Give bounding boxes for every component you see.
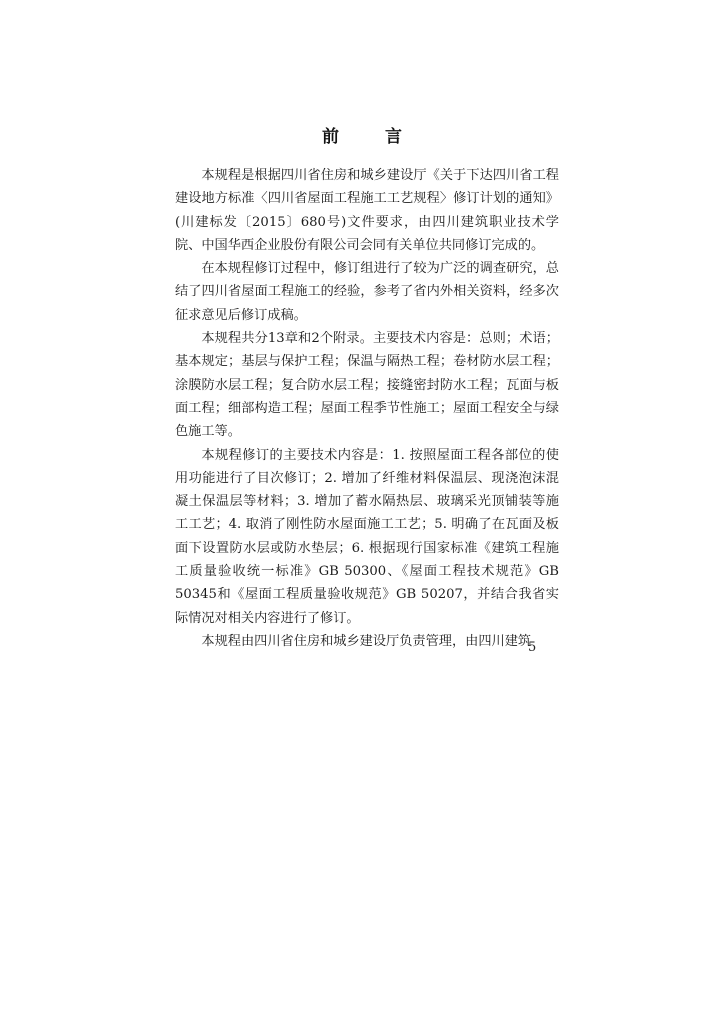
- page-number: 5: [528, 640, 537, 655]
- paragraph-revisions: 本规程修订的主要技术内容是：1. 按照屋面工程各部位的使用功能进行了目次修订；2. 增加了纤维材料保温层、现浇泡沫混凝土保温层等材料；3. 增加了蓄水隔热层、玻璃采光顶铺装等施工工艺；4. 取消了刚性防水屋面施工工艺；5. 明确了在瓦面及板面下设置防水层或防水垫层；6. 根据现行国家标准《建筑工程施工质量验收统一标准》GB 50300、《屋面工程技术规范》GB 50345和《屋面工程质量验收规范》GB 50207，并结合我省实际情况对相关内容进行了修订。: [175, 447, 559, 626]
- paragraph-process: 在本规程修订过程中，修订组进行了较为广泛的调查研究，总结了四川省屋面工程施工的经验，参考了省内外相关资料，经多次征求意见后修订成稿。: [175, 261, 559, 323]
- paragraph-origin: 本规程是根据四川省住房和城乡建设厅《关于下达四川省工程建设地方标准〈四川省屋面工程施工工艺规程〉修订计划的通知》(川建标发〔2015〕680号)文件要求，由四川建筑职业技术学院、中国华西企业股份有限公司会同有关单位共同修订完成的。: [175, 168, 559, 253]
- preface-body: [175, 164, 559, 653]
- page-title: 前 言: [322, 127, 422, 147]
- paragraph-management: 本规程由四川省住房和城乡建设厅负责管理，由四川建筑: [201, 633, 532, 649]
- paragraph-contents: 本规程共分13章和2个附录。主要技术内容是：总则；术语；基本规定；基层与保护工程；保温与隔热工程；卷材防水层工程；涂膜防水层工程；复合防水层工程；接缝密封防水工程；瓦面与板面工程；细部构造工程；屋面工程季节性施工；屋面工程安全与绿色施工等。: [175, 331, 559, 440]
